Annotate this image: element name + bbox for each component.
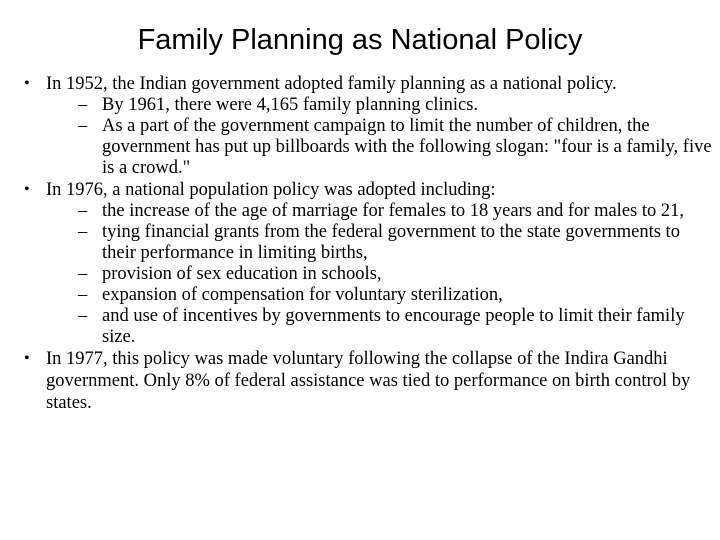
sub-bullet-item [46,116,714,179]
bullet-list [22,73,714,414]
dash-icon: – [78,285,88,305]
sub-bullet-item [46,201,714,222]
dash-icon: – [78,95,88,115]
dash-icon: – [78,222,88,242]
slide-title: Family Planning as National Policy [137,24,583,56]
bullet-icon: • [24,75,30,92]
bullet-item-1952 [22,73,714,179]
sub-bullet-text: expansion of compensation for voluntary sterilization, [102,285,503,305]
dash-icon: – [78,116,88,136]
sub-bullet-item [46,264,714,285]
bullet-text: In 1952, the Indian government adopted family planning as a national policy. [46,74,617,94]
sub-bullet-list [46,201,714,348]
dash-icon: – [78,264,88,284]
sub-bullet-item [46,306,714,348]
bullet-text: In 1977, this policy was made voluntary following the collapse of the Indira Gandhi government. Only 8% of federal assistance was tied to performance on birth control by states. [46,349,691,413]
sub-bullet-item [46,95,714,116]
slide-content [22,73,714,414]
bullet-icon: • [24,350,30,367]
bullet-item-1976 [22,179,714,348]
sub-bullet-text: and use of incentives by governments to encourage people to limit their family size. [102,306,685,347]
sub-bullet-text: provision of sex education in schools, [102,264,382,284]
sub-bullet-text: By 1961, there were 4,165 family planning clinics. [102,95,479,115]
dash-icon: – [78,306,88,326]
sub-bullet-item [46,285,714,306]
bullet-text: In 1976, a national population policy was adopted including: [46,180,496,200]
sub-bullet-text: tying financial grants from the federal government to the state governments to their performance in limiting births, [102,222,680,263]
bullet-item-1977 [22,348,714,414]
dash-icon: – [78,201,88,221]
sub-bullet-list [46,95,714,179]
bullet-icon: • [24,181,30,198]
sub-bullet-text: As a part of the government campaign to limit the number of children, the government has put up billboards with the following slogan: "four is a family, five is a crowd." [102,116,712,178]
sub-bullet-text: the increase of the age of marriage for females to 18 years and for males to 21, [102,201,684,221]
sub-bullet-item [46,222,714,264]
